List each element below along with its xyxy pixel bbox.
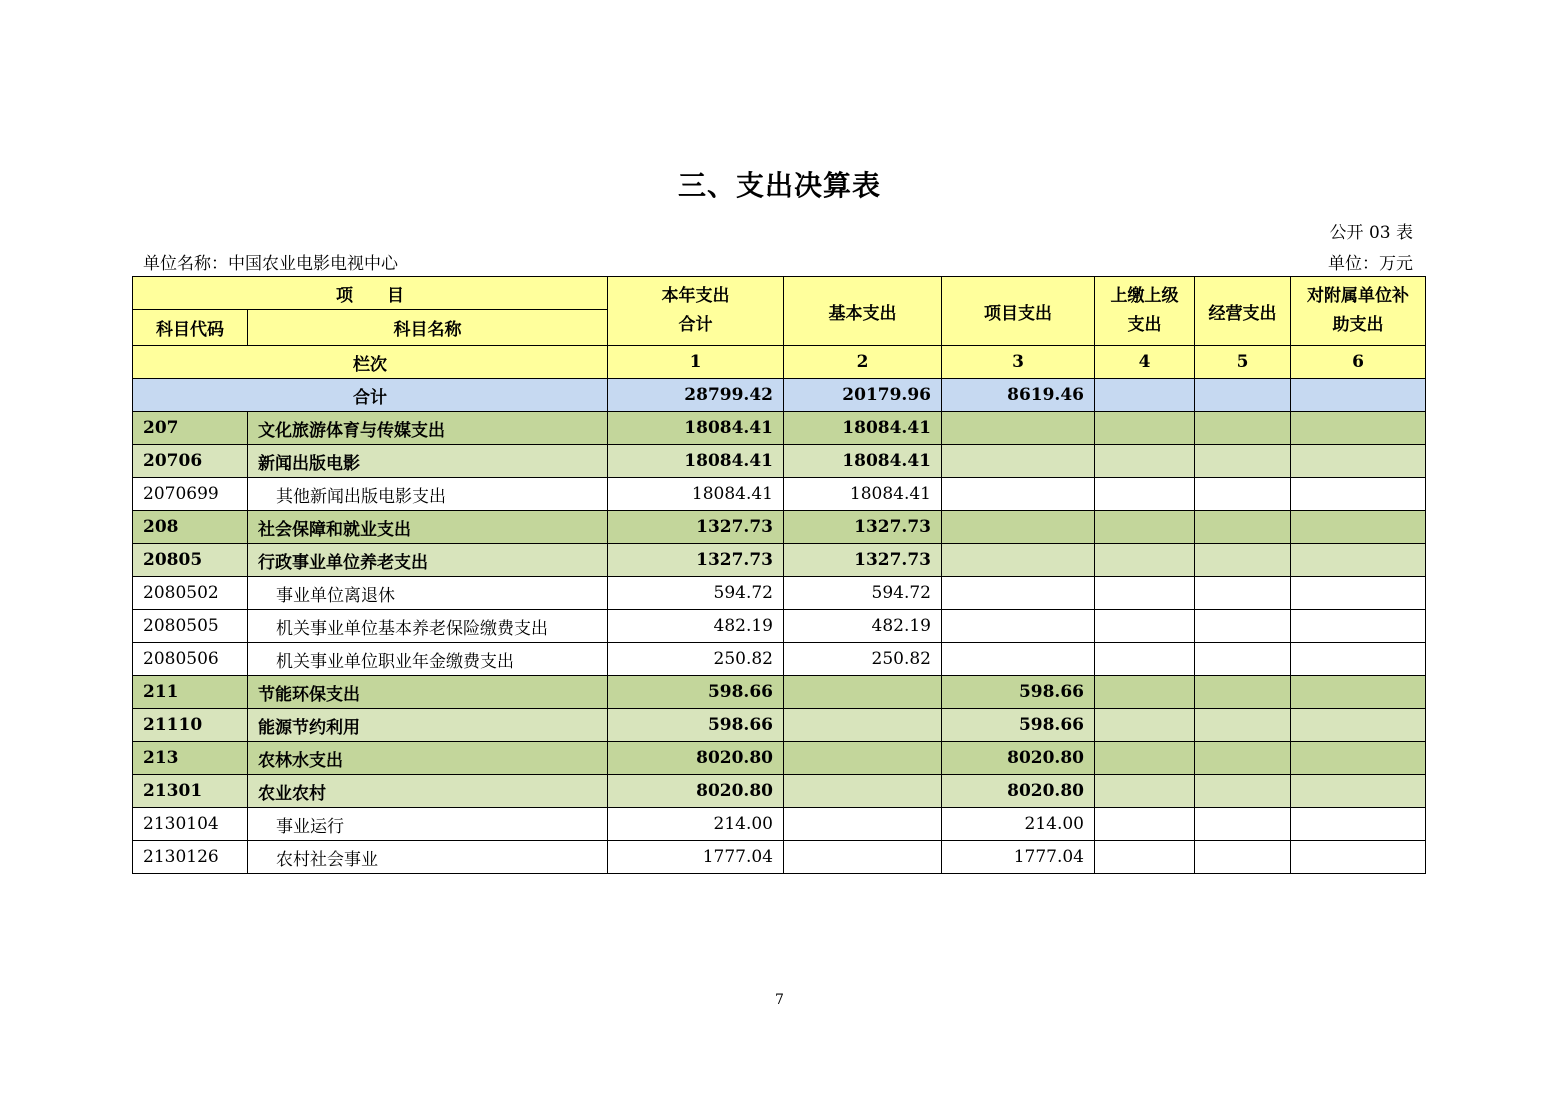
column-number-3: 3 xyxy=(942,346,1095,379)
total-c2: 20179.96 xyxy=(784,379,942,412)
subject-code: 2080506 xyxy=(133,643,248,676)
amount-c5 xyxy=(1195,775,1291,808)
amount-c3: 598.66 xyxy=(942,676,1095,709)
amount-c3 xyxy=(942,544,1095,577)
amount-c2: 482.19 xyxy=(784,610,942,643)
header-col2: 基本支出 xyxy=(784,277,942,346)
amount-c4 xyxy=(1095,676,1195,709)
table-row xyxy=(133,445,1426,478)
table-row xyxy=(133,676,1426,709)
amount-c1: 18084.41 xyxy=(608,478,784,511)
table-row xyxy=(133,412,1426,445)
expenditure-table xyxy=(132,276,1426,874)
amount-c3 xyxy=(942,511,1095,544)
column-number-5: 5 xyxy=(1195,346,1291,379)
header-name: 科目名称 xyxy=(248,310,608,346)
amount-c1: 482.19 xyxy=(608,610,784,643)
subject-name: 文化旅游体育与传媒支出 xyxy=(248,412,608,445)
amount-c4 xyxy=(1095,544,1195,577)
amount-c3 xyxy=(942,412,1095,445)
amount-c5 xyxy=(1195,610,1291,643)
amount-c6 xyxy=(1291,709,1426,742)
subject-name: 农业农村 xyxy=(248,775,608,808)
amount-c5 xyxy=(1195,742,1291,775)
column-number-4: 4 xyxy=(1095,346,1195,379)
table-row xyxy=(133,709,1426,742)
amount-c2 xyxy=(784,742,942,775)
header-col4-line2: 支出 xyxy=(1127,315,1162,335)
unit-label: 单位：万元 xyxy=(1328,254,1413,274)
amount-c3 xyxy=(942,577,1095,610)
amount-c4 xyxy=(1095,610,1195,643)
subject-code: 207 xyxy=(133,412,248,445)
subject-name: 社会保障和就业支出 xyxy=(248,511,608,544)
amount-c2: 594.72 xyxy=(784,577,942,610)
column-number-1: 1 xyxy=(608,346,784,379)
amount-c3 xyxy=(942,478,1095,511)
amount-c1: 8020.80 xyxy=(608,742,784,775)
header-code: 科目代码 xyxy=(133,310,248,346)
amount-c1: 594.72 xyxy=(608,577,784,610)
amount-c2: 18084.41 xyxy=(784,445,942,478)
amount-c2: 1327.73 xyxy=(784,544,942,577)
subject-name: 农村社会事业 xyxy=(248,841,608,874)
subject-code: 2070699 xyxy=(133,478,248,511)
column-number-2: 2 xyxy=(784,346,942,379)
amount-c1: 1327.73 xyxy=(608,544,784,577)
amount-c1: 598.66 xyxy=(608,709,784,742)
amount-c5 xyxy=(1195,478,1291,511)
amount-c4 xyxy=(1095,577,1195,610)
subject-code: 2080505 xyxy=(133,610,248,643)
amount-c3: 8020.80 xyxy=(942,775,1095,808)
table-row xyxy=(133,643,1426,676)
header-col1-line1: 本年支出 xyxy=(661,286,730,306)
column-number-row xyxy=(133,346,1426,379)
amount-c1: 18084.41 xyxy=(608,445,784,478)
total-c1: 28799.42 xyxy=(608,379,784,412)
header-col6 xyxy=(1291,277,1426,346)
table-row xyxy=(133,544,1426,577)
table-row xyxy=(133,511,1426,544)
amount-c2 xyxy=(784,808,942,841)
header-col1 xyxy=(608,277,784,346)
amount-c6 xyxy=(1291,610,1426,643)
subject-name: 行政事业单位养老支出 xyxy=(248,544,608,577)
amount-c3 xyxy=(942,445,1095,478)
amount-c6 xyxy=(1291,676,1426,709)
amount-c6 xyxy=(1291,742,1426,775)
amount-c4 xyxy=(1095,445,1195,478)
subject-code: 211 xyxy=(133,676,248,709)
page-number: 7 xyxy=(775,992,784,1008)
amount-c2: 250.82 xyxy=(784,643,942,676)
amount-c1: 250.82 xyxy=(608,643,784,676)
table-row xyxy=(133,610,1426,643)
amount-c4 xyxy=(1095,841,1195,874)
amount-c6 xyxy=(1291,577,1426,610)
amount-c4 xyxy=(1095,412,1195,445)
total-c4 xyxy=(1095,379,1195,412)
amount-c5 xyxy=(1195,445,1291,478)
total-c6 xyxy=(1291,379,1426,412)
subject-name: 事业运行 xyxy=(248,808,608,841)
amount-c4 xyxy=(1095,808,1195,841)
amount-c5 xyxy=(1195,511,1291,544)
subject-name: 机关事业单位职业年金缴费支出 xyxy=(248,643,608,676)
header-col1-line2: 合计 xyxy=(678,315,713,335)
subject-code: 20706 xyxy=(133,445,248,478)
total-c5 xyxy=(1195,379,1291,412)
unit-name: 单位名称：中国农业电影电视中心 xyxy=(143,254,398,274)
subject-code: 213 xyxy=(133,742,248,775)
amount-c4 xyxy=(1095,643,1195,676)
amount-c1: 18084.41 xyxy=(608,412,784,445)
amount-c5 xyxy=(1195,676,1291,709)
amount-c6 xyxy=(1291,478,1426,511)
subject-code: 20805 xyxy=(133,544,248,577)
amount-c5 xyxy=(1195,643,1291,676)
header-col4 xyxy=(1095,277,1195,346)
amount-c2: 18084.41 xyxy=(784,478,942,511)
amount-c6 xyxy=(1291,841,1426,874)
header-lanci: 栏次 xyxy=(133,346,608,379)
header-col4-line1: 上缴上级 xyxy=(1110,286,1179,306)
amount-c4 xyxy=(1095,511,1195,544)
header-col6-line1: 对附属单位补 xyxy=(1307,286,1409,306)
amount-c1: 1777.04 xyxy=(608,841,784,874)
amount-c5 xyxy=(1195,577,1291,610)
amount-c3: 598.66 xyxy=(942,709,1095,742)
amount-c4 xyxy=(1095,775,1195,808)
table-row xyxy=(133,742,1426,775)
amount-c4 xyxy=(1095,709,1195,742)
subject-code: 2080502 xyxy=(133,577,248,610)
data-rows xyxy=(133,412,1426,874)
column-number-6: 6 xyxy=(1291,346,1426,379)
table-row xyxy=(133,841,1426,874)
table-row xyxy=(133,577,1426,610)
amount-c3 xyxy=(942,610,1095,643)
amount-c1: 598.66 xyxy=(608,676,784,709)
amount-c3 xyxy=(942,643,1095,676)
subject-name: 新闻出版电影 xyxy=(248,445,608,478)
subject-name: 其他新闻出版电影支出 xyxy=(248,478,608,511)
amount-c2: 1327.73 xyxy=(784,511,942,544)
subject-code: 2130104 xyxy=(133,808,248,841)
amount-c5 xyxy=(1195,709,1291,742)
amount-c6 xyxy=(1291,808,1426,841)
table-row xyxy=(133,808,1426,841)
header-row-1 xyxy=(133,277,1426,310)
amount-c5 xyxy=(1195,841,1291,874)
header-col5: 经营支出 xyxy=(1195,277,1291,346)
amount-c6 xyxy=(1291,544,1426,577)
subject-name: 事业单位离退休 xyxy=(248,577,608,610)
amount-c1: 1327.73 xyxy=(608,511,784,544)
amount-c6 xyxy=(1291,445,1426,478)
subject-name: 能源节约利用 xyxy=(248,709,608,742)
amount-c1: 214.00 xyxy=(608,808,784,841)
total-c3: 8619.46 xyxy=(942,379,1095,412)
amount-c4 xyxy=(1095,478,1195,511)
subject-code: 2130126 xyxy=(133,841,248,874)
amount-c2 xyxy=(784,676,942,709)
header-col6-line2: 助支出 xyxy=(1332,315,1384,335)
form-number: 公开 03 表 xyxy=(1329,223,1413,243)
amount-c4 xyxy=(1095,742,1195,775)
amount-c6 xyxy=(1291,511,1426,544)
subject-name: 农林水支出 xyxy=(248,742,608,775)
amount-c2 xyxy=(784,841,942,874)
subject-name: 机关事业单位基本养老保险缴费支出 xyxy=(248,610,608,643)
total-row xyxy=(133,379,1426,412)
amount-c2: 18084.41 xyxy=(784,412,942,445)
table-row xyxy=(133,775,1426,808)
subject-code: 21110 xyxy=(133,709,248,742)
amount-c6 xyxy=(1291,412,1426,445)
total-label: 合计 xyxy=(133,379,608,412)
subject-name: 节能环保支出 xyxy=(248,676,608,709)
amount-c2 xyxy=(784,775,942,808)
table-row xyxy=(133,478,1426,511)
subject-code: 208 xyxy=(133,511,248,544)
amount-c5 xyxy=(1195,544,1291,577)
amount-c5 xyxy=(1195,412,1291,445)
subject-code: 21301 xyxy=(133,775,248,808)
amount-c1: 8020.80 xyxy=(608,775,784,808)
page-title: 三、支出决算表 xyxy=(677,169,881,202)
amount-c3: 214.00 xyxy=(942,808,1095,841)
header-item: 项 目 xyxy=(133,277,608,310)
amount-c6 xyxy=(1291,775,1426,808)
header-col3: 项目支出 xyxy=(942,277,1095,346)
amount-c3: 1777.04 xyxy=(942,841,1095,874)
amount-c5 xyxy=(1195,808,1291,841)
amount-c2 xyxy=(784,709,942,742)
amount-c3: 8020.80 xyxy=(942,742,1095,775)
amount-c6 xyxy=(1291,643,1426,676)
